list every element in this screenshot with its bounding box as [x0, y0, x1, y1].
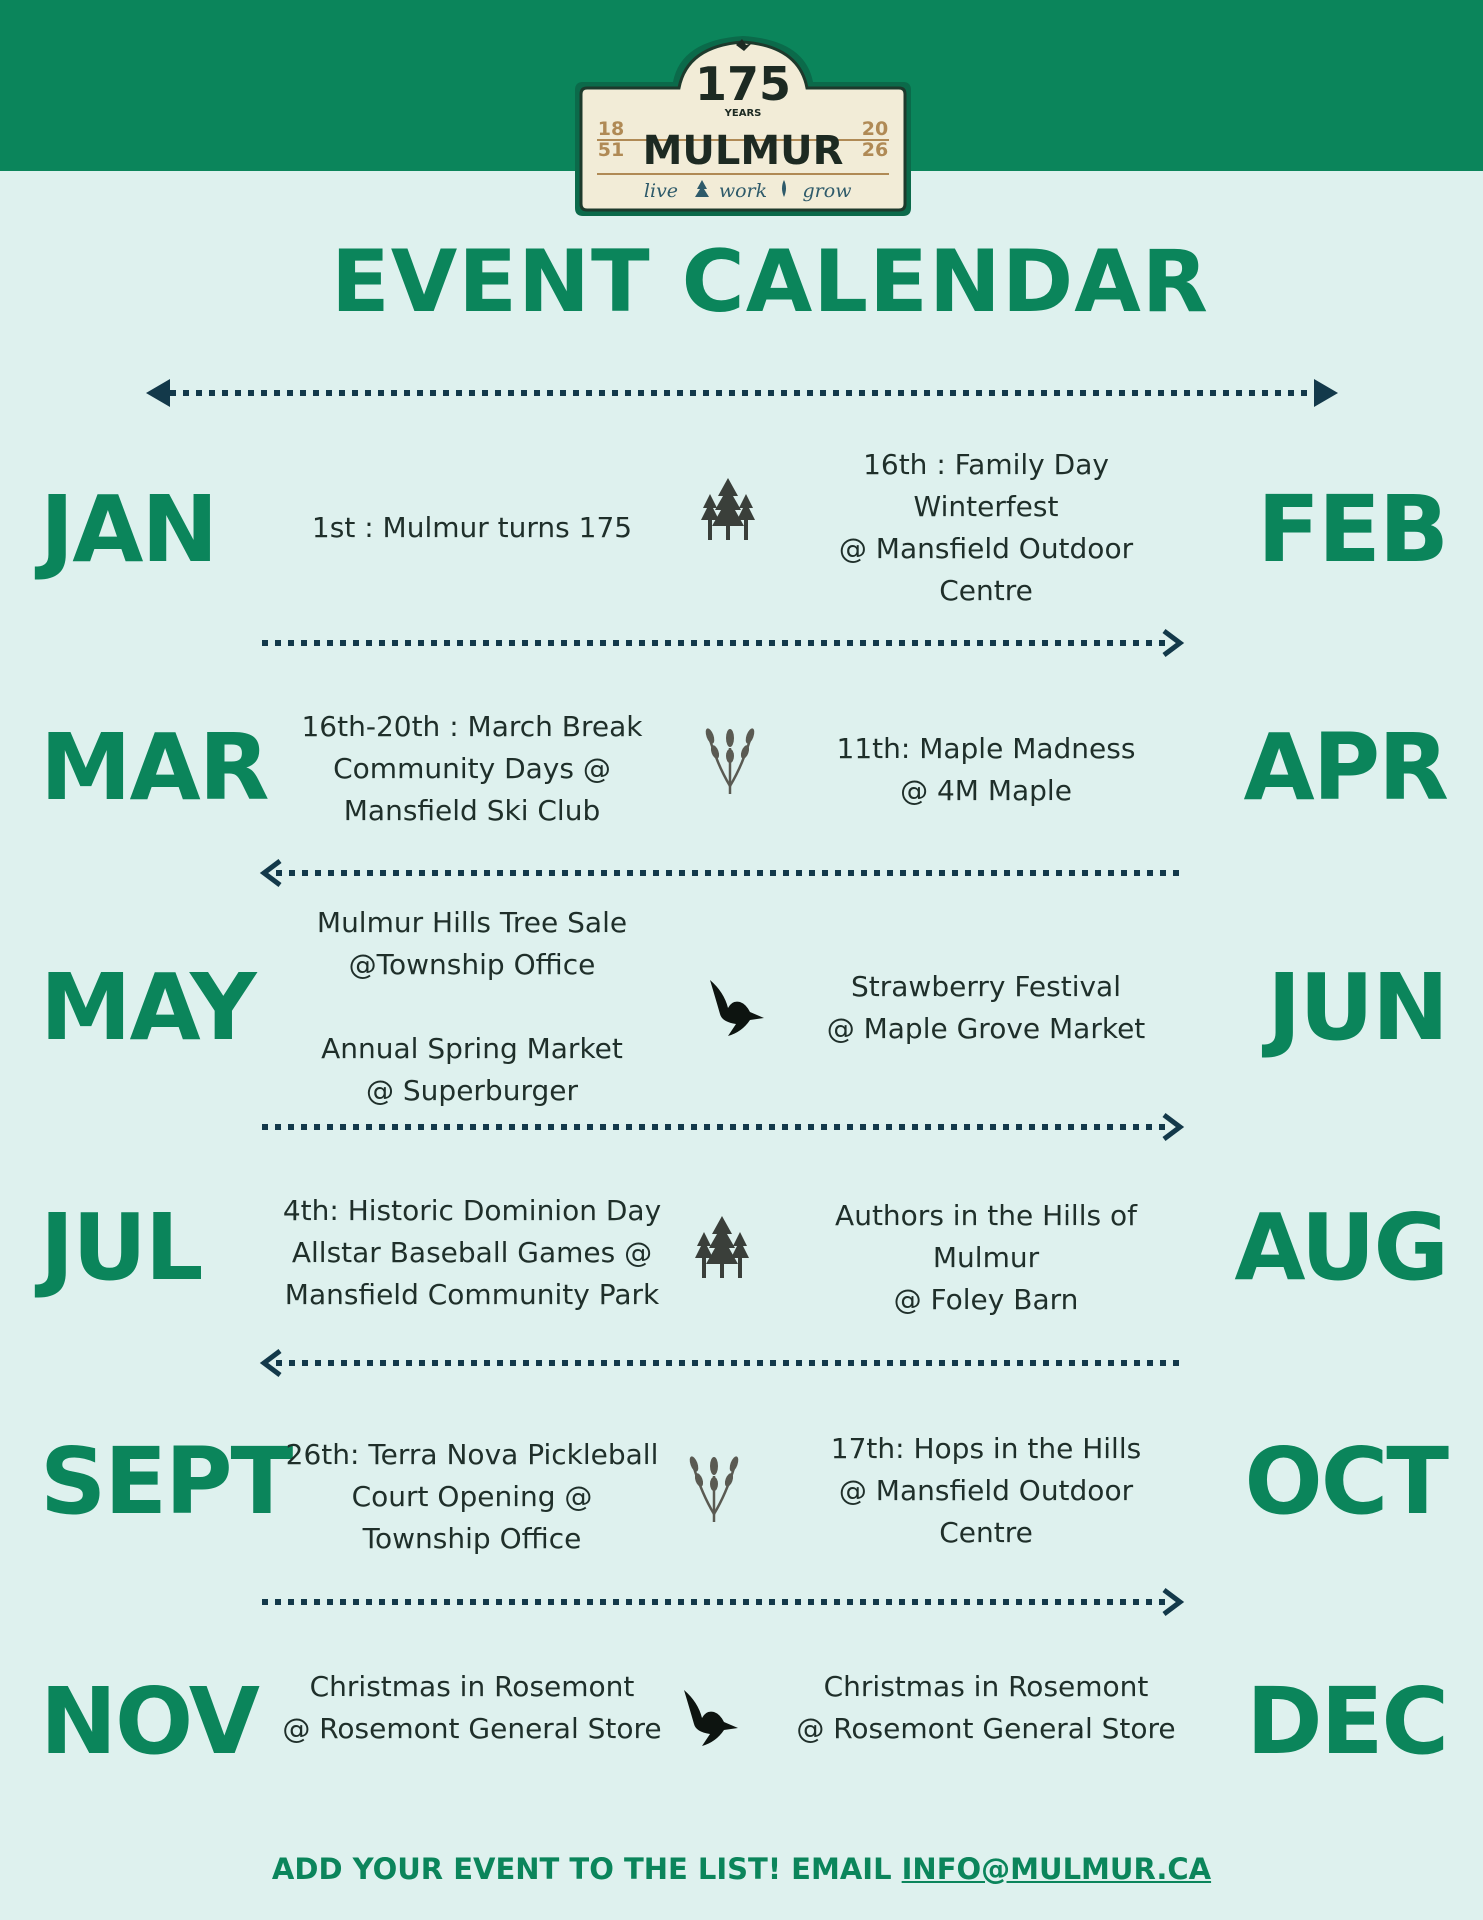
- event-jul: 4th: Historic Dominion Day Allstar Baseball Games @ Mansfield Community Park: [282, 1194, 662, 1311]
- bird-icon: [680, 1682, 740, 1752]
- wheat-icon: [684, 1454, 744, 1524]
- month-feb: FEB: [1257, 476, 1447, 583]
- badge-number: 175: [694, 57, 792, 111]
- badge-tagline-live: live: [643, 180, 679, 202]
- event-jun: Strawberry Festival @ Maple Grove Market: [826, 970, 1146, 1045]
- event-nov: Christmas in Rosemont @ Rosemont General Store: [282, 1670, 662, 1745]
- event-feb: 16th : Family Day Winterfest @ Mansfield Outdoor Centre: [838, 448, 1134, 607]
- badge-end-year-bottom: 26: [861, 139, 889, 161]
- month-oct: OCT: [1244, 1428, 1447, 1535]
- badge-start-year-top: 18: [597, 118, 625, 140]
- month-jul: JUL: [40, 1194, 202, 1301]
- footer-email-link[interactable]: INFO@MULMUR.CA: [901, 1852, 1212, 1886]
- event-sept: 26th: Terra Nova Pickleball Court Opening @ Township Office: [285, 1438, 659, 1555]
- badge-start-year-bottom: 51: [597, 139, 625, 161]
- badge-tagline-grow: grow: [802, 180, 852, 202]
- month-aug: AUG: [1234, 1194, 1447, 1301]
- footer-cta: [0, 1852, 1483, 1886]
- event-may-spring-market: Annual Spring Market @ Superburger: [321, 1032, 623, 1107]
- event-aug: Authors in the Hills of Mulmur @ Foley Barn: [835, 1199, 1137, 1316]
- month-apr: APR: [1243, 714, 1447, 821]
- tree-icon: [692, 1214, 752, 1284]
- month-jan: JAN: [40, 476, 217, 583]
- month-may: MAY: [40, 954, 255, 1061]
- timeline-arrow-double: [0, 373, 1483, 413]
- badge-name: MULMUR: [642, 128, 844, 174]
- wheat-icon: [700, 726, 760, 796]
- timeline-arrow-right: [0, 1582, 1483, 1622]
- month-nov: NOV: [40, 1668, 258, 1775]
- event-may-tree-sale: Mulmur Hills Tree Sale @Township Office: [316, 906, 628, 981]
- month-sept: SEPT: [40, 1428, 292, 1535]
- timeline-arrow-right: [0, 1107, 1483, 1147]
- footer-text: ADD YOUR EVENT TO THE LIST! EMAIL: [271, 1852, 902, 1886]
- event-dec: Christmas in Rosemont @ Rosemont General Store: [796, 1670, 1176, 1745]
- badge-years: YEARS: [724, 108, 762, 119]
- mulmur-175-logo: [571, 32, 915, 220]
- month-mar: MAR: [40, 714, 268, 821]
- event-jan: 1st : Mulmur turns 175: [311, 511, 633, 544]
- bird-icon: [706, 972, 766, 1042]
- page-title: EVENT CALENDAR: [331, 232, 1209, 332]
- event-apr: 11th: Maple Madness @ 4M Maple: [836, 732, 1136, 807]
- event-mar: 16th-20th : March Break Community Days @ Mansfield Ski Club: [301, 710, 643, 827]
- month-dec: DEC: [1246, 1668, 1447, 1775]
- timeline-arrow-right: [0, 623, 1483, 663]
- month-jun: JUN: [1267, 954, 1447, 1061]
- timeline-arrow-left: [0, 853, 1483, 893]
- tree-icon: [698, 476, 758, 546]
- badge-end-year-top: 20: [861, 118, 889, 140]
- badge-tagline-work: work: [718, 180, 768, 202]
- event-oct: 17th: Hops in the Hills @ Mansfield Outdoor Centre: [830, 1432, 1142, 1549]
- timeline-arrow-left: [0, 1343, 1483, 1383]
